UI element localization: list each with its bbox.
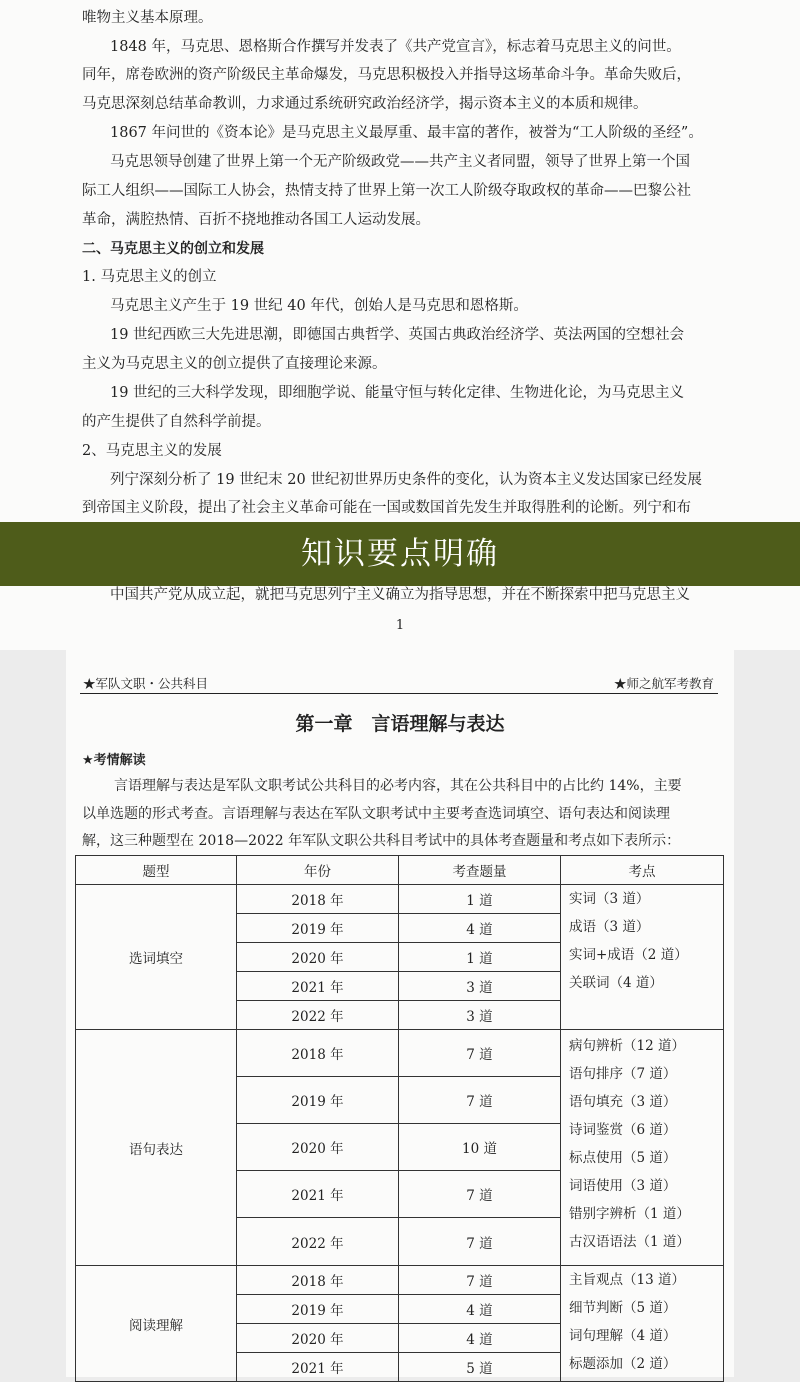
key-points-cell: [561, 885, 724, 1030]
text-line: 19 世纪西欧三大先进思潮，即德国古典哲学、英国古典政治经济学、英法两国的空想社会: [110, 327, 685, 343]
count-cell: 3 道: [399, 972, 561, 1001]
text-line: 列宁深刻分析了 19 世纪末 20 世纪初世界历史条件的变化，认为资本主义发达国家已经发展: [110, 472, 702, 488]
year-cell: 2019 年: [237, 914, 399, 943]
key-point: 语句排序（7 道）: [569, 1066, 677, 1082]
key-point: 古汉语语法（1 道）: [569, 1234, 690, 1250]
count-cell: 7 道: [399, 1077, 561, 1124]
column-header: 考查题量: [399, 856, 561, 885]
year-cell: 2019 年: [237, 1295, 399, 1324]
year-cell: 2021 年: [237, 1353, 399, 1382]
text-line: 马克思主义产生于 19 世纪 40 年代，创始人是马克思和恩格斯。: [110, 298, 528, 314]
key-point: 标点使用（5 道）: [569, 1150, 677, 1166]
count-cell: 7 道: [399, 1171, 561, 1218]
key-point: 主旨观点（13 道）: [569, 1272, 685, 1288]
section-title: ★考情解读: [82, 753, 146, 768]
key-point: 实词（3 道）: [569, 891, 650, 907]
text-line: 1867 年问世的《资本论》是马克思主义最厚重、最丰富的著作，被誉为“工人阶级的圣经”。: [110, 125, 703, 141]
key-point: 实词+成语（2 道）: [569, 947, 688, 963]
year-cell: 2022 年: [237, 1001, 399, 1030]
key-point: 成语（3 道）: [569, 919, 650, 935]
key-point: 语句填充（3 道）: [569, 1094, 677, 1110]
text-line: 马克思深刻总结革命教训，力求通过系统研究政治经济学，揭示资本主义的本质和规律。: [82, 96, 648, 112]
question-type-cell: 语句表达: [76, 1030, 237, 1266]
year-cell: 2021 年: [237, 1171, 399, 1218]
key-points-cell: [561, 1266, 724, 1382]
column-header: 年份: [237, 856, 399, 885]
question-type-cell: 阅读理解: [76, 1266, 237, 1382]
key-point: 词语使用（3 道）: [569, 1178, 677, 1194]
table-row: [76, 1266, 724, 1295]
year-cell: 2018 年: [237, 1266, 399, 1295]
text-line: 1848 年，马克思、恩格斯合作撰写并发表了《共产党宣言》，标志着马克思主义的问世。: [110, 39, 681, 55]
section-heading: 二、马克思主义的创立和发展: [82, 241, 264, 257]
key-point: 关联词（4 道）: [569, 975, 663, 991]
count-cell: 5 道: [399, 1353, 561, 1382]
text-line: 马克思领导创建了世界上第一个无产阶级政党——共产主义者同盟，领导了世界上第一个国: [110, 154, 690, 170]
intro-line: 解，这三种题型在 2018—2022 年军队文职公共科目考试中的具体考查题量和考点如下表所示：: [82, 833, 681, 849]
table-row: [76, 885, 724, 914]
intro-line: 以单选题的形式考查。言语理解与表达在军队文职考试中主要考查选词填空、语句表达和阅读理: [82, 806, 670, 822]
table-row: [76, 1030, 724, 1077]
subsection-heading: 1. 马克思主义的创立: [82, 269, 217, 285]
key-point: 诗词鉴赏（6 道）: [569, 1122, 677, 1138]
count-cell: 1 道: [399, 943, 561, 972]
running-header-right: ★师之航军考教育: [613, 676, 714, 691]
count-cell: 4 道: [399, 1324, 561, 1353]
key-point: 词句理解（4 道）: [569, 1328, 677, 1344]
text-line: 际工人组织——国际工人协会，热情支持了世界上第一次工人阶级夺取政权的革命——巴黎公社: [82, 183, 691, 199]
count-cell: 10 道: [399, 1124, 561, 1171]
intro-line: 言语理解与表达是军队文职考试公共科目的必考内容，其在公共科目中的占比约 14%，主要: [114, 778, 682, 794]
key-point: 病句辨析（12 道）: [569, 1038, 685, 1054]
key-points-cell: [561, 1030, 724, 1266]
year-cell: 2018 年: [237, 1030, 399, 1077]
text-line: 19 世纪的三大科学发现，即细胞学说、能量守恒与转化定律、生物进化论，为马克思主义: [110, 385, 685, 401]
chapter-title: 第一章 言语理解与表达: [295, 713, 505, 735]
text-line: 主义为马克思主义的创立提供了直接理论来源。: [82, 356, 387, 372]
text-line: 唯物主义基本原理。: [82, 10, 213, 26]
year-cell: 2020 年: [237, 1124, 399, 1171]
year-cell: 2020 年: [237, 943, 399, 972]
year-cell: 2019 年: [237, 1077, 399, 1124]
count-cell: 4 道: [399, 914, 561, 943]
key-point: 错别字辨析（1 道）: [569, 1206, 690, 1222]
text-line: 革命，满腔热情、百折不挠地推动各国工人运动发展。: [82, 212, 430, 228]
header-rule: [80, 693, 718, 694]
subsection-heading: 2、马克思主义的发展: [82, 443, 222, 459]
count-cell: 3 道: [399, 1001, 561, 1030]
count-cell: 7 道: [399, 1030, 561, 1077]
year-cell: 2022 年: [237, 1218, 399, 1266]
text-line: 中国共产党从成立起，就把马克思列宁主义确立为指导思想，并在不断探索中把马克思主义: [110, 587, 690, 603]
table-header-row: [76, 856, 724, 885]
year-cell: 2020 年: [237, 1324, 399, 1353]
column-header: 考点: [561, 856, 724, 885]
question-type-cell: 选词填空: [76, 885, 237, 1030]
running-header-left: ★军队文职・公共科目: [83, 676, 209, 691]
exam-table: [75, 855, 724, 1382]
text-line: 同年，席卷欧洲的资产阶级民主革命爆发，马克思积极投入并指导这场革命斗争。革命失败后，: [82, 67, 691, 83]
text-line: 到帝国主义阶段，提出了社会主义革命可能在一国或数国首先发生并取得胜利的论断。列宁和布: [82, 500, 691, 516]
key-point: 细节判断（5 道）: [569, 1300, 677, 1316]
text-line: 的产生提供了自然科学前提。: [82, 414, 271, 430]
count-cell: 4 道: [399, 1295, 561, 1324]
page-number: 1: [395, 618, 405, 633]
column-header: 题型: [76, 856, 237, 885]
year-cell: 2021 年: [237, 972, 399, 1001]
count-cell: 7 道: [399, 1266, 561, 1295]
key-point: 标题添加（2 道）: [569, 1356, 677, 1372]
year-cell: 2018 年: [237, 885, 399, 914]
count-cell: 1 道: [399, 885, 561, 914]
count-cell: 7 道: [399, 1218, 561, 1266]
promo-banner: 知识要点明确: [0, 522, 800, 586]
